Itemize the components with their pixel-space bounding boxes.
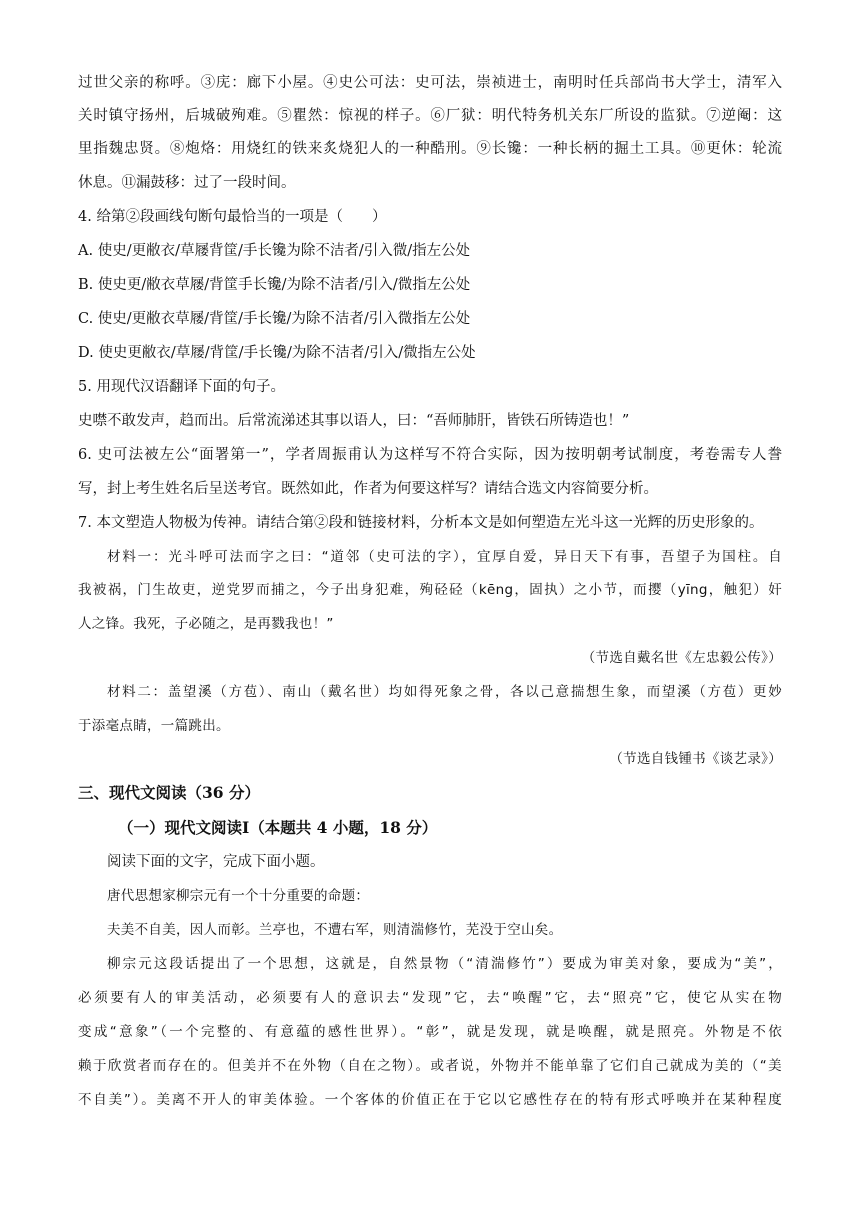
option-b: B. 使史更/敝衣草屦/背筐手长镵/为除不洁者/引入/微指左公处 bbox=[78, 277, 471, 293]
material-2: 于添毫点睛，一篇跳出。 bbox=[78, 718, 230, 734]
passage-line: 必须要有人的审美活动，必须要有人的意识去“发现”它，去“唤醒”它，去“照亮”它，使它从实在物 bbox=[78, 990, 782, 1006]
subsection-heading: （一）现代文阅读Ⅰ（本题共 4 小题，18 分） bbox=[118, 818, 438, 837]
question-6: 6. 史可法被左公“面署第一”，学者周振甫认为这样写不符合实际，因为按明朝考试制度，考卷需专人誊 bbox=[78, 447, 782, 463]
material-1: 我被祸，门生故吏，逆党罗而捕之，今子出身犯难，殉硁硁（kēng，固执）之小节，而撄（yīng，触犯）奸 bbox=[78, 582, 782, 598]
option-c: C. 使史/更敝衣草屦/背筐/手长镵/为除不洁者/引入微指左公处 bbox=[78, 311, 471, 327]
option-d: D. 使史更敝衣/草屦/背筐/手长镵/为除不洁者/引入/微指左公处 bbox=[78, 345, 476, 361]
passage-line: 唐代思想家柳宗元有一个十分重要的命题： bbox=[107, 888, 370, 904]
passage-line: 赖于欣赏者而存在的。但美并不在外物（自在之物）。或者说，外物并不能单靠了它们自己就成为美的（“美 bbox=[78, 1058, 782, 1074]
material-2: 材料二：盖望溪（方苞）、南山（戴名世）均如得死象之骨，各以己意揣想生象，而望溪（方苞）更妙 bbox=[107, 684, 782, 700]
question-5-sentence: 史噤不敢发声，趋而出。后常流涕述其事以语人，曰：“吾师肺肝，皆铁石所铸造也！” bbox=[78, 413, 630, 429]
footnote-line: 休息。⑪漏鼓移：过了一段时间。 bbox=[78, 175, 296, 191]
footnote-line: 过世父亲的称呼。③庑：廊下小屋。④史公可法：史可法，崇祯进士，南明时任兵部尚书大学士，清军入 bbox=[78, 75, 782, 91]
material-1: 人之锋。我死，子必随之，是再戮我也！” bbox=[78, 616, 334, 632]
passage-line: 不自美”）。美离不开人的审美体验。一个客体的价值正在于它以它感性存在的特有形式呼唤并在某种程度 bbox=[78, 1092, 782, 1108]
passage-quote: 夫美不自美，因人而彰。兰亭也，不遭右军，则清湍修竹，芜没于空山矣。 bbox=[107, 922, 563, 938]
passage-line: 柳宗元这段话提出了一个思想，这就是，自然景物（“清湍修竹”）要成为审美对象，要成为“美”， bbox=[107, 956, 782, 972]
instruction: 阅读下面的文字，完成下面小题。 bbox=[107, 854, 325, 870]
question-4: 4. 给第②段画线句断句最恰当的一项是（ ） bbox=[78, 209, 387, 225]
question-7: 7. 本文塑造人物极为传神。请结合第②段和链接材料，分析本文是如何塑造左光斗这一光辉的历史形象的。 bbox=[78, 515, 764, 531]
question-6-cont: 写，封上考生姓名后呈送考官。既然如此，作者为何要这样写？请结合选文内容简要分析。 bbox=[78, 481, 658, 497]
material-1: 材料一：光斗呼可法而字之曰：“道邻（史可法的字），宜厚自爱，异日天下有事，吾望子为国柱。自 bbox=[107, 549, 782, 565]
passage-line: 变成“意象”（一个完整的、有意蕴的感性世界）。“彰”，就是发现，就是唤醒，就是照亮。外物是不依 bbox=[78, 1024, 782, 1040]
question-5: 5. 用现代汉语翻译下面的句子。 bbox=[78, 379, 285, 395]
material-2-source: （节选自钱锺书《谈艺录》） bbox=[609, 751, 782, 767]
material-1-source: （节选自戴名世《左忠毅公传》） bbox=[581, 650, 782, 666]
section-heading: 三、现代文阅读（36 分） bbox=[78, 783, 260, 802]
footnote-line: 关时镇守扬州，后城破殉难。⑤瞿然：惊视的样子。⑥厂狱：明代特务机关东厂所设的监狱。⑦逆阉：这 bbox=[78, 108, 782, 124]
option-a: A. 使史/更敝衣/草屦背筐/手长镵为除不洁者/引入微/指左公处 bbox=[78, 243, 471, 259]
footnote-line: 里指魏忠贤。⑧炮烙：用烧红的铁来炙烧犯人的一种酷刑。⑨长镵：一种长柄的掘土工具。⑩更休：轮流 bbox=[78, 141, 782, 157]
